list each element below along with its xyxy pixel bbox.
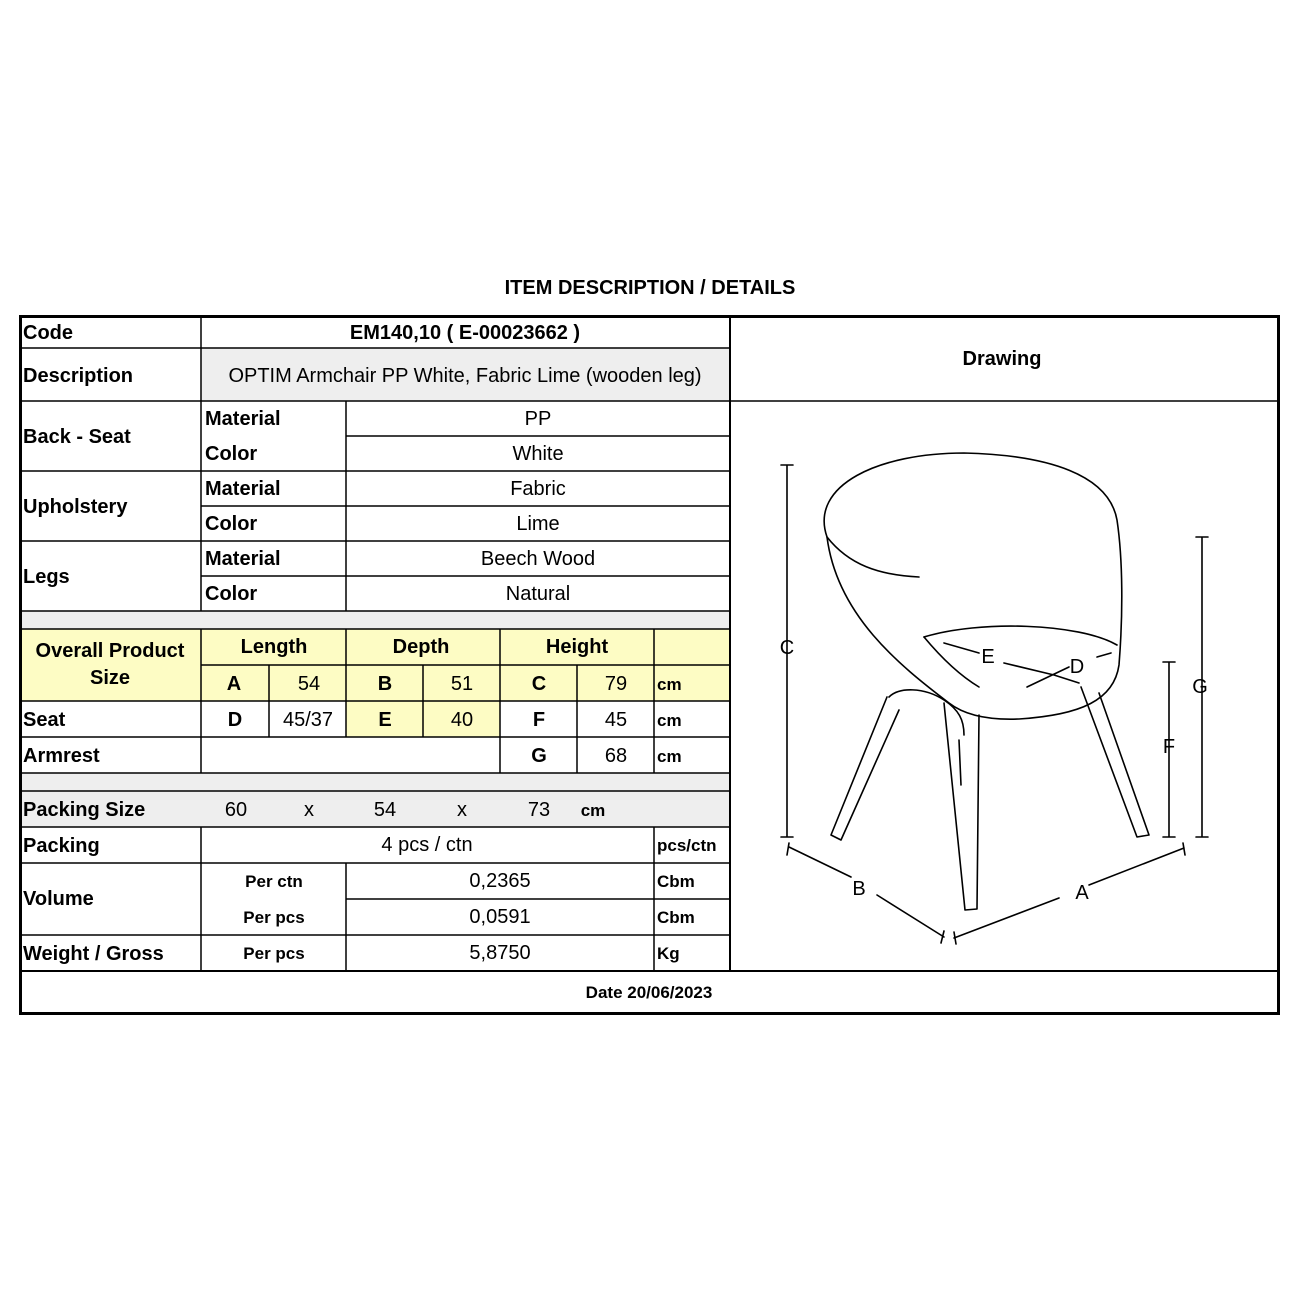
size-label-line1: Overall Product: [35, 640, 185, 662]
armrest-unit: cm: [657, 747, 682, 766]
size-c-value: 79: [604, 673, 628, 695]
seat-unit: cm: [657, 711, 682, 730]
size-b-value: 51: [450, 673, 474, 695]
upholstery-color-label: Color: [205, 513, 258, 535]
dim-letter-b: B: [852, 878, 866, 900]
chair-drawing: [19, 315, 1280, 1015]
depth-label: Depth: [392, 636, 450, 658]
legs-material-label: Material: [205, 548, 281, 570]
dim-letter-f: F: [1162, 736, 1176, 758]
packing-size-label: Packing Size: [23, 799, 146, 821]
packing-size-x2: x: [457, 799, 467, 821]
packing-size-x1: x: [304, 799, 314, 821]
seat-e-key: E: [378, 709, 392, 731]
size-unit: cm: [657, 675, 682, 694]
seat-d-value: 45/37: [282, 709, 334, 731]
legs-color: Natural: [505, 583, 571, 605]
dim-letter-c: C: [779, 637, 795, 659]
packing-size-length: 60: [224, 799, 248, 821]
volume-per-ctn: 0,2365: [469, 870, 531, 892]
height-label: Height: [545, 636, 609, 658]
length-label: Length: [240, 636, 308, 658]
dim-letter-e: E: [981, 646, 995, 668]
legs-color-label: Color: [205, 583, 258, 605]
back-seat-material: PP: [524, 408, 552, 430]
volume-per-pcs-unit: Cbm: [657, 908, 695, 927]
packing-size-height: 73: [527, 799, 551, 821]
packing-label: Packing: [23, 835, 100, 857]
seat-f-key: F: [532, 709, 546, 731]
dim-letter-d: D: [1069, 656, 1085, 678]
legs-label: Legs: [23, 566, 70, 588]
seat-d-key: D: [227, 709, 243, 731]
legs-material: Beech Wood: [480, 548, 596, 570]
back-seat-color-label: Color: [205, 443, 258, 465]
weight-per-pcs-label: Per pcs: [243, 944, 305, 963]
upholstery-color: Lime: [516, 513, 560, 535]
packing-value: 4 pcs / ctn: [381, 834, 473, 856]
weight-label: Weight / Gross: [23, 943, 164, 965]
packing-size-width: 54: [373, 799, 397, 821]
armrest-g-value: 68: [604, 745, 628, 767]
back-seat-material-label: Material: [205, 408, 281, 430]
page-title: ITEM DESCRIPTION / DETAILS: [504, 277, 796, 299]
back-seat-color: White: [512, 443, 564, 465]
packing-size-unit: cm: [580, 801, 606, 820]
drawing-label: Drawing: [962, 348, 1042, 370]
volume-per-ctn-unit: Cbm: [657, 872, 695, 891]
size-a-value: 54: [297, 673, 321, 695]
size-b-key: B: [377, 673, 393, 695]
seat-e-value: 40: [450, 709, 474, 731]
packing-unit: pcs/ctn: [657, 836, 717, 855]
back-seat-label: Back - Seat: [23, 426, 131, 448]
weight-unit: Kg: [657, 944, 680, 963]
description-value: OPTIM Armchair PP White, Fabric Lime (wooden leg): [228, 365, 702, 387]
date: Date 20/06/2023: [585, 983, 713, 1002]
volume-per-pcs: 0,0591: [469, 906, 531, 928]
dim-letter-g: G: [1192, 676, 1208, 698]
upholstery-material: Fabric: [510, 478, 566, 500]
volume-label: Volume: [23, 888, 94, 910]
code-value: EM140,10 ( E-00023662 ): [349, 322, 581, 344]
upholstery-material-label: Material: [205, 478, 281, 500]
size-label-line2: Size: [89, 667, 131, 689]
volume-per-ctn-label: Per ctn: [245, 872, 303, 891]
size-a-key: A: [226, 673, 242, 695]
size-c-key: C: [531, 673, 547, 695]
weight-value: 5,8750: [469, 942, 531, 964]
upholstery-label: Upholstery: [23, 496, 128, 518]
seat-f-value: 45: [604, 709, 628, 731]
armrest-label: Armrest: [23, 745, 100, 767]
volume-per-pcs-label: Per pcs: [243, 908, 305, 927]
armrest-g-key: G: [531, 745, 547, 767]
description-label: Description: [23, 365, 134, 387]
seat-label: Seat: [23, 709, 66, 731]
dim-letter-a: A: [1075, 882, 1089, 904]
spec-sheet: [19, 315, 1280, 1015]
code-label: Code: [23, 322, 73, 344]
